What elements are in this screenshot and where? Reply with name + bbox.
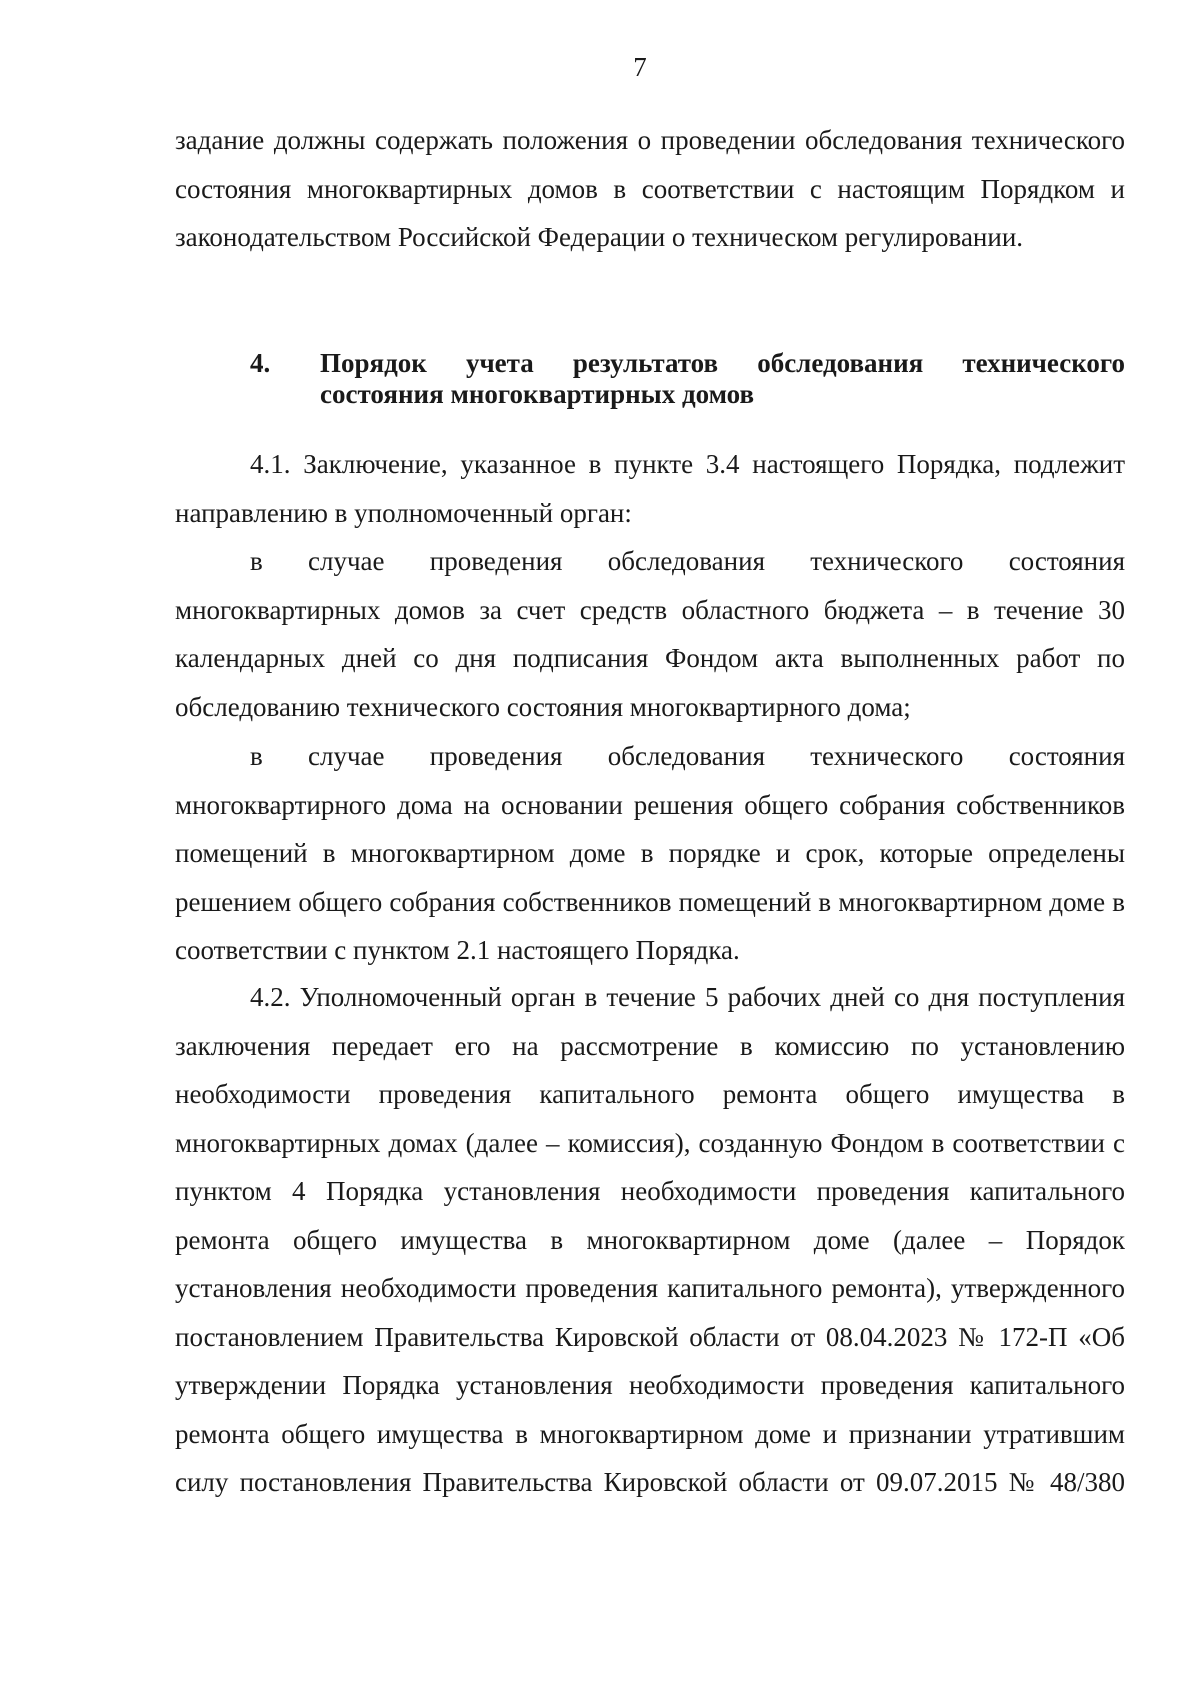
- section-title-line-1: Порядок учета результатов обследования технического: [320, 348, 1125, 378]
- paragraph-4-2: 4.2. Уполномоченный орган в течение 5 рабочих дней со дня поступления заключения передает его на рассмотрение в комиссию по установлению необходимости проведения капитального ремонта общего имущества в многоквартирных домах (далее – комиссия), созданную Фондом в соответствии с пунктом 4 Порядка установления необходимости проведения капитального ремонта общего имущества в многоквартирном доме (далее – Порядок установления необходимости проведения капитального ремонта), утвержденного постановлением Правительства Кировской области от 08.04.2023 № 172-П «Об утверждении Порядка установления необходимости проведения капитального ремонта общего имущества в многоквартирном доме и признании утратившим силу постановления Правительства Кировской области от 09.07.2015 № 48/380: [175, 982, 1125, 1497]
- paragraph-continuation: задание должны содержать положения о проведении обследования технического состояния многоквартирных домов в соответствии с настоящим Порядком и законодательством Российской Федерации о техническом регулировании.: [175, 125, 1125, 252]
- section-number: 4.: [250, 348, 271, 378]
- section-heading: [250, 348, 1125, 410]
- section-title: [320, 348, 1125, 410]
- paragraph-owners-case: в случае проведения обследования технического состояния многоквартирного дома на основании решения общего собрания собственников помещений в многоквартирном доме в порядке и срок, которые определены решением общего собрания собственников помещений в многоквартирном доме в соответствии с пунктом 2.1 настоящего Порядка.: [175, 741, 1125, 965]
- paragraph-4-1: 4.1. Заключение, указанное в пункте 3.4 настоящего Порядка, подлежит направлению в уполномоченный орган:: [175, 449, 1125, 528]
- paragraph-budget-case: в случае проведения обследования технического состояния многоквартирных домов за счет средств областного бюджета – в течение 30 календарных дней со дня подписания Фондом акта выполненных работ по обследованию технического состояния многоквартирного дома;: [175, 546, 1125, 722]
- section-title-line-2: состояния многоквартирных домов: [320, 379, 755, 409]
- page-number: 7: [633, 52, 647, 82]
